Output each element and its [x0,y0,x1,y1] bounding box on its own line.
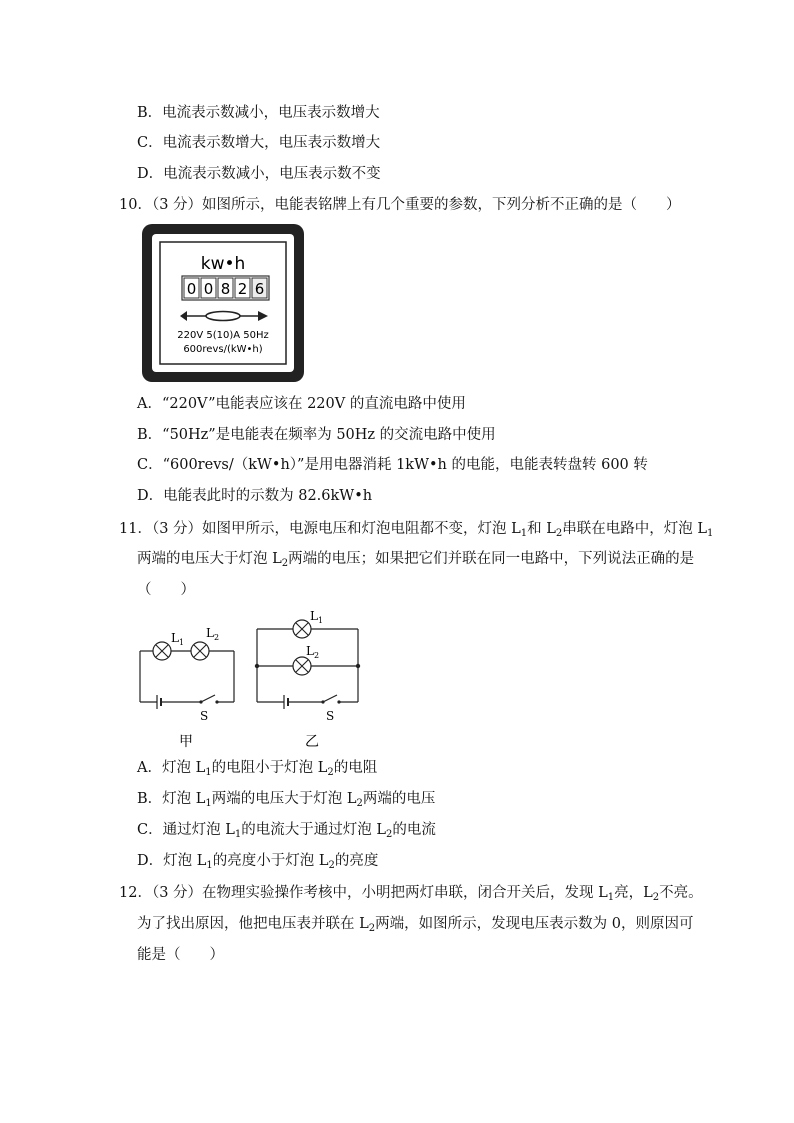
q12-stem-line-1: 12．（3 分）在物理实验操作考核中，小明把两灯串联，闭合开关后，发现 $L_1$亮，$L_2$不亮。 [119,885,703,903]
q9-option-b: B．电流表示数减小，电压表示数增大 [137,105,380,121]
meter-spec-line-2: 600revs/(kW•h) [183,344,263,355]
series-circuit-jia [140,626,234,750]
circuit-caption-yi: 乙 [305,734,319,750]
meter-digit-2: 0 [203,280,214,298]
meter-digit-5: 6 [254,280,265,298]
meter-digit-3: 8 [220,280,231,298]
q12-stem-line-2: 为了找出原因，他把电压表并联在 $L_2$两端，如图所示，发现电压表示数为 0，则原因可 [137,916,694,934]
switch-icon [323,695,337,702]
q11-option-c: C．通过灯泡 $L_1$的电流大于通过灯泡 $L_2$的电流 [137,822,436,840]
meter-digit-4: 2 [237,280,248,298]
svg-text:L1: $L_1$ [310,609,324,625]
meter-spec-line-1: 220V 5(10)A 50Hz [177,330,269,341]
meter-unit-label: kw•h [200,254,246,274]
switch-icon [201,695,215,702]
q11-option-d: D．灯泡 $L_1$的亮度小于灯泡 $L_2$的亮度 [137,853,379,871]
meter-digit-1: 0 [186,280,197,298]
circuit-figure-jia-yi [130,608,370,753]
q11-option-b: B．灯泡 $L_1$两端的电压大于灯泡 $L_2$两端的电压 [137,791,436,809]
switch-label-yi: S [326,709,335,723]
svg-text:L2: $L_2$ [206,626,220,642]
circuit-caption-jia: 甲 [179,734,193,750]
q12-stem-line-3: 能是（ ） [137,947,224,963]
q10-option-d: D．电能表此时的示数为 82.6kW•h [137,488,373,504]
q9-option-c: C．电流表示数增大，电压表示数增大 [137,135,381,151]
q10-option-a: A．“220V”电能表应该在 220V 的直流电路中使用 [137,396,466,412]
electric-meter-figure [140,222,306,384]
q10-option-b: B．“50Hz”是电能表在频率为 50Hz 的交流电路中使用 [137,427,496,443]
q11-stem-line-3: （ ） [137,582,195,598]
q11-stem-line-1: 11．（3 分）如图甲所示，电源电压和灯泡电阻都不变，灯泡 $L_1$和 $L_2$串联在电路中，灯泡 $L_1$ [119,521,714,539]
switch-label-jia: S [200,709,209,723]
q9-option-d: D．电流表示数减小，电压表示数不变 [137,166,381,182]
q10-stem: 10．（3 分）如图所示，电能表铭牌上有几个重要的参数，下列分析不正确的是（ ） [119,197,681,213]
q11-option-a: A．灯泡 $L_1$的电阻小于灯泡 $L_2$的电阻 [137,760,378,778]
svg-text:L1: $L_1$ [171,631,185,647]
q11-stem-line-2: 两端的电压大于灯泡 $L_2$两端的电压；如果把它们并联在同一电路中，下列说法正确的是 [137,551,695,569]
svg-text:L2: $L_2$ [306,644,320,660]
parallel-circuit-yi [255,609,360,750]
q10-option-c: C．“600revs/（kW•h）”是用电器消耗 1kW•h 的电能，电能表转盘转 600 转 [137,457,648,473]
